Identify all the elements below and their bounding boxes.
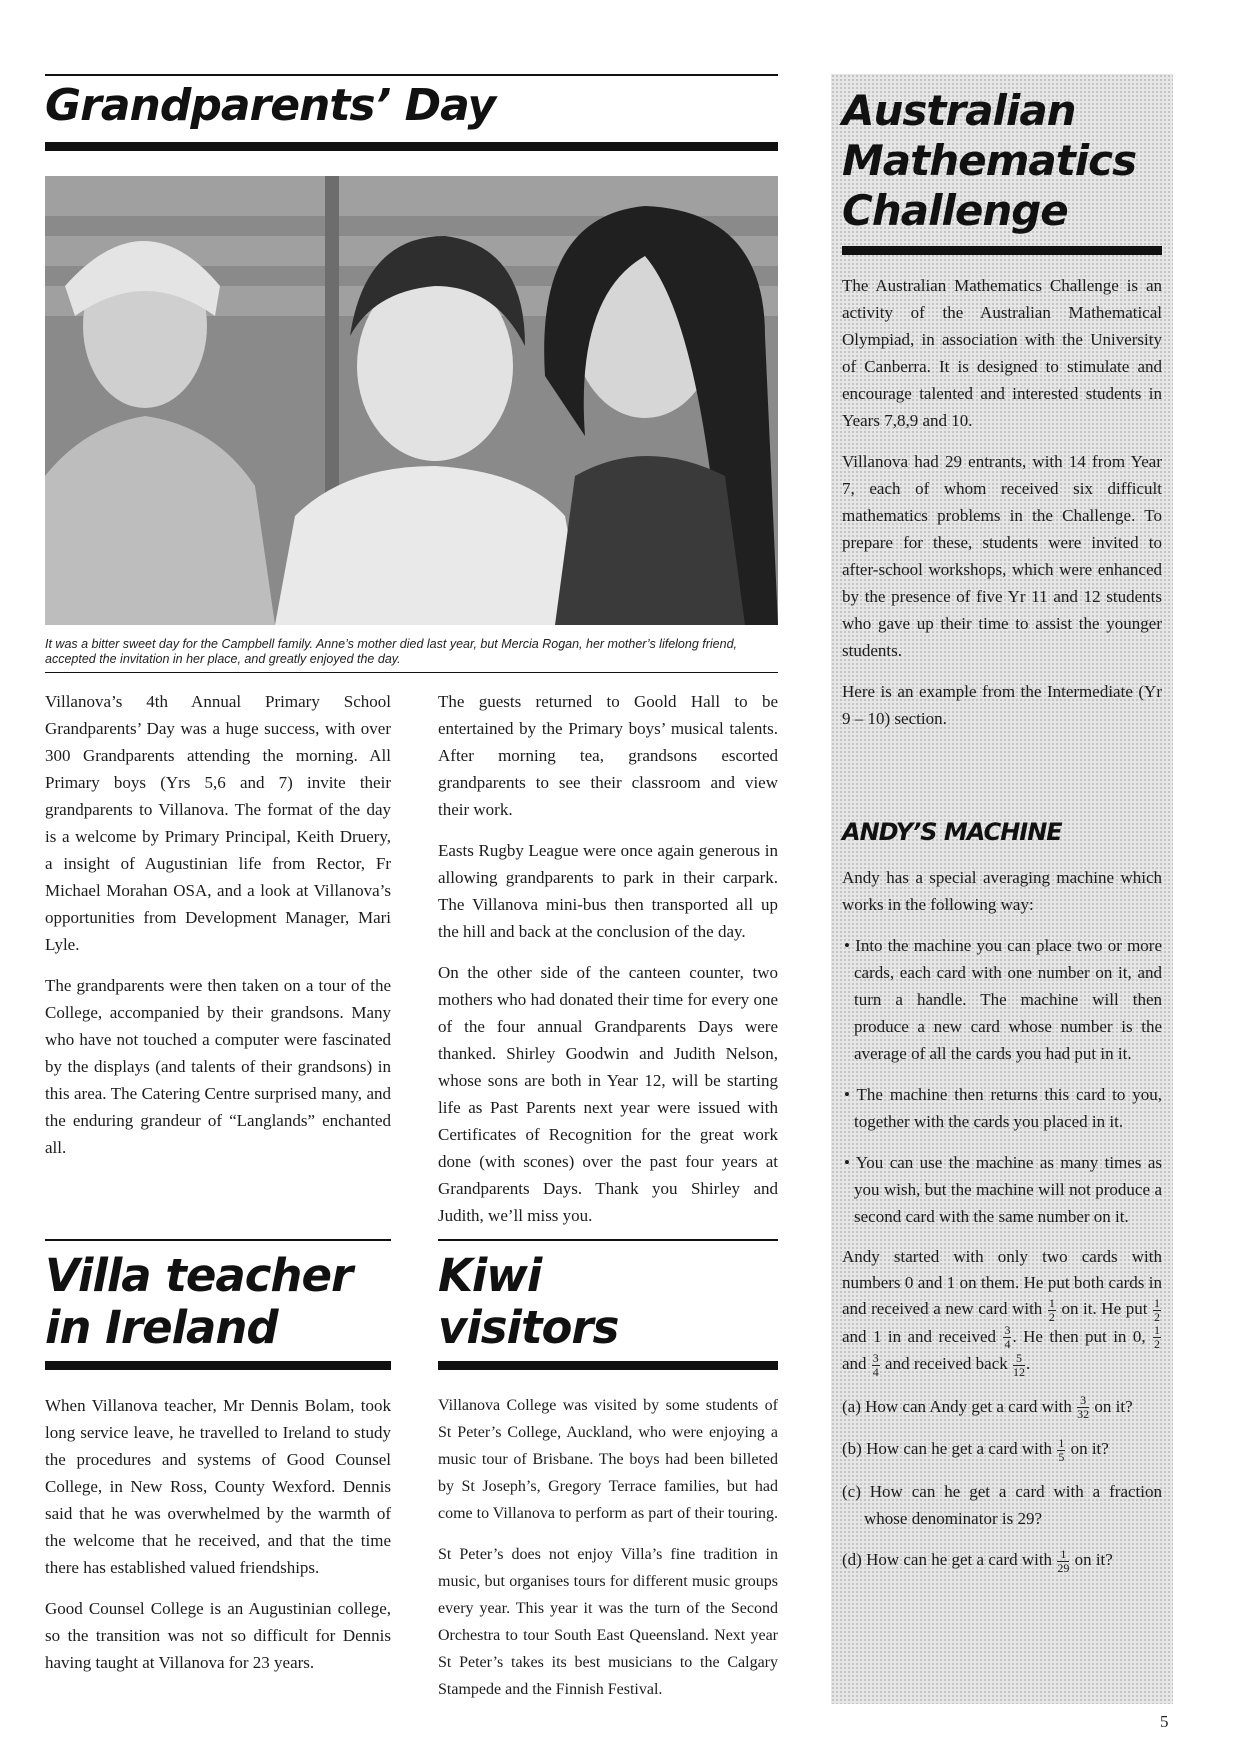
kiwi-title (438, 1250, 618, 1354)
paragraph: On the other side of the canteen counter, two mothers who had donated their time for every one of the four annual Grandparents Days were thanked. Shirley Goodwin and Judith Nelson, whose sons are both in Year 12, will be starting life as Past Parents next year were issued with Certificates of Recognition for the great work done (with scones) over the past four years at Grandparents Days. Thank you Shirley and Judith, we’ll miss you. (438, 963, 778, 1225)
villa-title-line: Villa teacher (45, 1249, 353, 1302)
kiwi-title-line: visitors (438, 1301, 619, 1354)
story-text: on it. He put (1061, 1299, 1148, 1318)
andy-story (842, 1244, 1162, 1379)
top-rule (45, 74, 778, 76)
question-a: (a) How can Andy get a card with $\frac{3}{32}$ on it? (842, 1393, 1133, 1422)
bullet-mark: • (844, 1153, 850, 1172)
story-text: Andy started with only two cards with numbers 0 and 1 on them. He put both cards in and received a new card with (842, 1247, 1162, 1318)
bullet-mark: • (844, 1085, 850, 1104)
paragraph: The grandparents were then taken on a tour of the College, accompanied by their grandsons. Many who have not touched a computer were fascinated by the displays (and talents of their grandsons) in this area. The Catering Centre surprised many, and the enduring grandeur of “Langlands” enchanted all. (45, 976, 391, 1157)
story-text: and received back (885, 1354, 1008, 1374)
amc-title-line: Challenge (842, 186, 1068, 235)
andy-machine-body (842, 864, 1162, 1589)
story-text: . (1026, 1354, 1031, 1374)
paragraph: The guests returned to Goold Hall to be entertained by the Primary boys’ musical talents. After morning tea, grandsons escorted grandparents to see their classroom and view their work. (438, 692, 778, 819)
amc-title-rule (842, 246, 1162, 255)
paragraph: Villanova had 29 entrants, with 14 from Year 7, each of whom received six difficult mathematics problems in the Challenge. To prepare for these, students were invited to after-school workshops, which were enhanced by the presence of five Yr 11 and 12 students who gave up their time to assist the younger students. (842, 452, 1162, 660)
title-rule (45, 142, 778, 151)
family-photo (45, 176, 778, 625)
story-text: and 1 in and received (842, 1326, 997, 1346)
fraction: $\frac{1}{5}$ (1058, 1435, 1065, 1464)
photo-caption: It was a bitter sweet day for the Campbell family. Anne’s mother died last year, but Mercia Rogan, her mother’s lifelong friend, accepted the invitation in her place, and greatly enjoyed the day. (45, 637, 738, 666)
caption-rule (45, 672, 778, 673)
fraction: $\frac{5}{12}$ (1013, 1350, 1025, 1379)
paragraph: St Peter’s does not enjoy Villa’s fine tradition in music, but organises tours for different music groups every year. This year it was the turn of the Second Orchestra to tour South East Queensland. Next year St Peter’s takes its best musicians to the Calgary Stampede and the Finnish Festival. (438, 1546, 778, 1698)
grandparents-col2 (438, 688, 778, 1243)
bullet-text: You can use the machine as many times as you wish, but the machine will not produce a second card with the same number on it. (854, 1153, 1162, 1226)
paragraph: Easts Rugby League were once again generous in allowing grandparents to park in their carpark. The Villanova mini-bus then transported all up the hill and back at the conclusion of the day. (438, 841, 778, 941)
grandparents-col1 (45, 688, 391, 1175)
bullet-item (842, 932, 1162, 1067)
bullet-mark: • (844, 936, 850, 955)
bullet-item (842, 1149, 1162, 1230)
bullet-text: Into the machine you can place two or more cards, each card with one number on it, and turn a handle. The machine will then produce a new card whose number is the average of all the cards you had put in it. (854, 936, 1163, 1063)
kiwi-title-rule (438, 1361, 778, 1370)
paragraph: The Australian Mathematics Challenge is an activity of the Australian Mathematical Olympiad, in association with the University of Canberra. It is designed to stimulate and encourage talented and interested students in Years 7,8,9 and 10. (842, 276, 1162, 430)
andys-machine-title: ANDY’S MACHINE (842, 818, 1062, 846)
villa-title-rule (45, 1361, 391, 1370)
fraction: $\frac{1}{2}$ (1048, 1295, 1055, 1324)
fraction: $\frac{3}{32}$ (1077, 1393, 1090, 1422)
grandparents-title: Grandparents’ Day (45, 80, 496, 131)
fraction: $\frac{1}{2}$ (1154, 1295, 1161, 1324)
paragraph: When Villanova teacher, Mr Dennis Bolam, took long service leave, he travelled to Ireland to study the procedures and systems of Good Counsel College, in New Ross, County Wexford. Dennis said that he was overwhelmed by the warmth of the welcome that he received, and that the time there has established valued friendships. (45, 1396, 391, 1577)
amc-title (842, 86, 1136, 236)
villa-top-rule (45, 1239, 391, 1241)
page-number: 5 (1160, 1712, 1169, 1731)
fraction: $\frac{3}{4}$ (1004, 1323, 1011, 1352)
paragraph: Here is an example from the Intermediate (Yr 9 – 10) section. (842, 682, 1162, 728)
bullet-text: The machine then returns this card to you, together with the cards you placed in it. (854, 1085, 1162, 1131)
kiwi-title-line: Kiwi (438, 1249, 542, 1302)
villa-title (45, 1250, 352, 1354)
kiwi-body (438, 1392, 778, 1717)
amc-intro (842, 272, 1162, 746)
fraction: $\frac{1}{2}$ (1154, 1323, 1161, 1352)
question-c: (c) How can he get a card with a fraction whose denominator is 29? (842, 1481, 1162, 1528)
paragraph: Villanova College was visited by some students of St Peter’s College, Auckland, who were enjoying a music tour of Brisbane. The boys had been billeted by St Joseph’s, Gregory Terrace families, but had come to Villanova to perform as part of their touring. (438, 1397, 778, 1522)
question-b: (b) How can he get a card with $\frac{1}{5}$ on it? (842, 1435, 1109, 1464)
villa-title-line: in Ireland (45, 1301, 278, 1354)
amc-title-line: Mathematics (842, 136, 1137, 185)
paragraph: Villanova’s 4th Annual Primary School Grandparents’ Day was a huge success, with over 300 Grandparents attending the morning. All Primary boys (Yrs 5,6 and 7) invite their grandparents to Villanova. The format of the day is a welcome by Primary Principal, Keith Druery, a insight of Augustinian life from Rector, Fr Michael Morahan OSA, and a look at Villanova’s opportunities from Development Manager, Mari Lyle. (45, 692, 391, 954)
question-d: (d) How can he get a card with $\frac{1}{29}$ on it? (842, 1546, 1113, 1575)
fraction: $\frac{1}{29}$ (1057, 1546, 1070, 1575)
story-text: and (842, 1354, 867, 1374)
paragraph: Good Counsel College is an Augustinian college, so the transition was not so difficult for Dennis having taught at Villanova for 23 years. (45, 1599, 391, 1672)
kiwi-top-rule (438, 1239, 778, 1241)
bullet-item (842, 1081, 1162, 1135)
amc-title-line: Australian (842, 86, 1076, 135)
andy-intro: Andy has a special averaging machine which works in the following way: (842, 868, 1162, 914)
villa-body (45, 1392, 391, 1690)
story-text: . He then put in 0, (1012, 1326, 1146, 1346)
fraction: $\frac{3}{4}$ (872, 1350, 879, 1379)
